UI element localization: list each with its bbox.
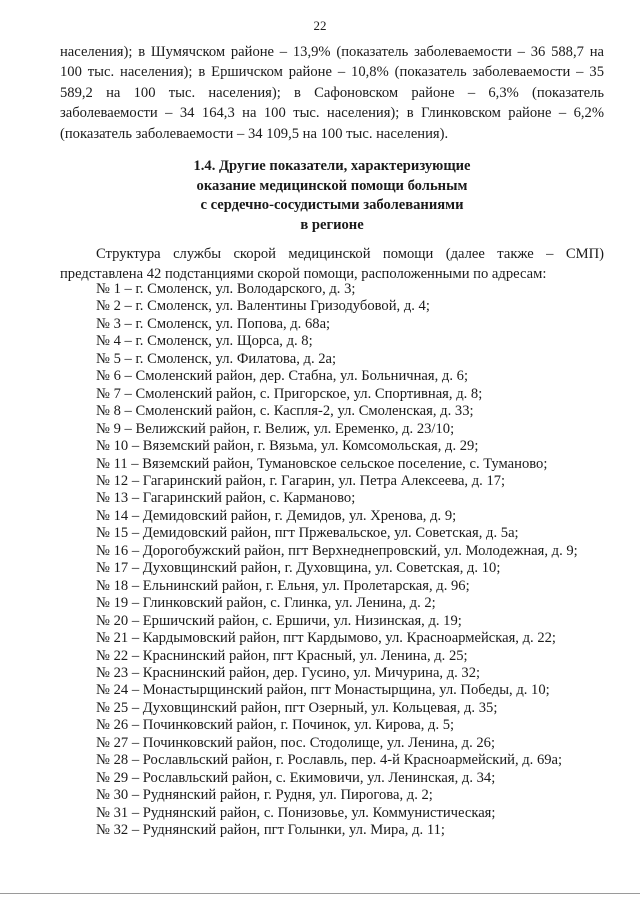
substation-item: № 14 – Демидовский район, г. Демидов, ул. Хренова, д. 9; [96,507,457,524]
substation-item: № 5 – г. Смоленск, ул. Филатова, д. 2а; [96,350,337,367]
substation-item: № 18 – Ельнинский район, г. Ельня, ул. Пролетарская, д. 96; [96,577,470,594]
substation-item: № 28 – Рославльский район, г. Рославль, пер. 4-й Красноармейский, д. 69а; [96,752,563,769]
section-heading-line: оказание медицинской помощи больным [196,177,468,194]
substation-item: № 19 – Глинковский район, с. Глинка, ул. Ленина, д. 2; [96,595,436,612]
substation-item: № 3 – г. Смоленск, ул. Попова, д. 68а; [96,315,331,332]
substation-item: № 25 – Духовщинский район, пгт Озерный, ул. Кольцевая, д. 35; [96,699,498,716]
substation-item: № 21 – Кардымовский район, пгт Кардымово, ул. Красноармейская, д. 22; [96,630,556,647]
substation-item: № 22 – Краснинский район, пгт Красный, ул. Ленина, д. 25; [96,647,468,664]
substation-item: № 32 – Руднянский район, пгт Голынки, ул. Мира, д. 11; [96,822,445,839]
substation-item: № 12 – Гагаринский район, г. Гагарин, ул. Петра Алексеева, д. 17; [96,472,506,489]
section-heading-line: 1.4. Другие показатели, характеризующие [193,158,471,174]
substation-item: № 31 – Руднянский район, с. Понизовье, ул. Коммунистическая; [96,804,496,821]
section-heading-line: в регионе [300,216,364,233]
substation-item: № 8 – Смоленский район, с. Каспля-2, ул. Смоленская, д. 33; [96,403,474,420]
footer-divider [0,893,640,894]
substation-item: № 30 – Руднянский район, г. Рудня, ул. Пирогова, д. 2; [96,787,433,804]
substation-list [96,281,616,840]
substation-item: № 10 – Вяземский район, г. Вязьма, ул. Комсомольская, д. 29; [96,438,479,455]
substation-item: № 15 – Демидовский район, пгт Пржевальское, ул. Советская, д. 5а; [96,525,519,542]
substation-item: № 7 – Смоленский район, с. Пригорское, ул. Спортивная, д. 8; [96,385,483,402]
substation-item: № 29 – Рославльский район, с. Екимовичи, ул. Ленинская, д. 34; [96,769,496,786]
substation-item: № 26 – Починковский район, г. Починок, ул. Кирова, д. 5; [96,717,455,734]
substation-item: № 27 – Починковский район, пос. Стодолище, ул. Ленина, д. 26; [96,734,496,751]
substation-item: № 11 – Вяземский район, Тумановское сельское поселение, с. Туманово; [96,455,548,472]
substation-item: № 4 – г. Смоленск, ул. Щорса, д. 8; [96,333,313,350]
intro-paragraph: населения); в Шумячском районе – 13,9% (показатель заболеваемости – 36 588,7 на 100 тыс. населения); в Ершичском районе – 10,8% (показатель заболеваемости – 35 589,2 на 100 тыс. населения); в Сафоновском районе – 6,3% (показатель заболеваемости – 34 164,3 на 100 тыс. населения); в Глинковском районе – 6,2% (показатель заболеваемости – 34 109,5 на 100 тыс. населения). [60,44,604,142]
substation-item: № 6 – Смоленский район, дер. Стабна, ул. Больничная, д. 6; [96,368,468,385]
substation-item: № 1 – г. Смоленск, ул. Володарского, д. 3; [96,281,356,297]
structure-paragraph: Структура службы скорой медицинской помощи (далее также – СМП) представлена 42 подстанциями скорой помощи, расположенными по адресам: [60,246,604,282]
page-number: 22 [313,18,327,33]
substation-item: № 16 – Дорогобужский район, пгт Верхнеднепровский, ул. Молодежная, д. 9; [96,542,578,559]
substation-item: № 23 – Краснинский район, дер. Гусино, ул. Мичурина, д. 32; [96,664,481,681]
section-heading [60,157,604,235]
substation-item: № 2 – г. Смоленск, ул. Валентины Гризодубовой, д. 4; [96,298,430,315]
substation-item: № 17 – Духовщинский район, г. Духовщина, ул. Советская, д. 10; [96,560,501,577]
section-heading-line: с сердечно-сосудистыми заболеваниями [200,197,464,213]
substation-item: № 20 – Ершичский район, с. Ершичи, ул. Низинская, д. 19; [96,612,462,629]
substation-item: № 13 – Гагаринский район, с. Карманово; [96,490,356,507]
substation-item: № 9 – Велижский район, г. Велиж, ул. Еременко, д. 23/10; [96,420,455,437]
substation-item: № 24 – Монастырщинский район, пгт Монастырщина, ул. Победы, д. 10; [96,682,550,699]
